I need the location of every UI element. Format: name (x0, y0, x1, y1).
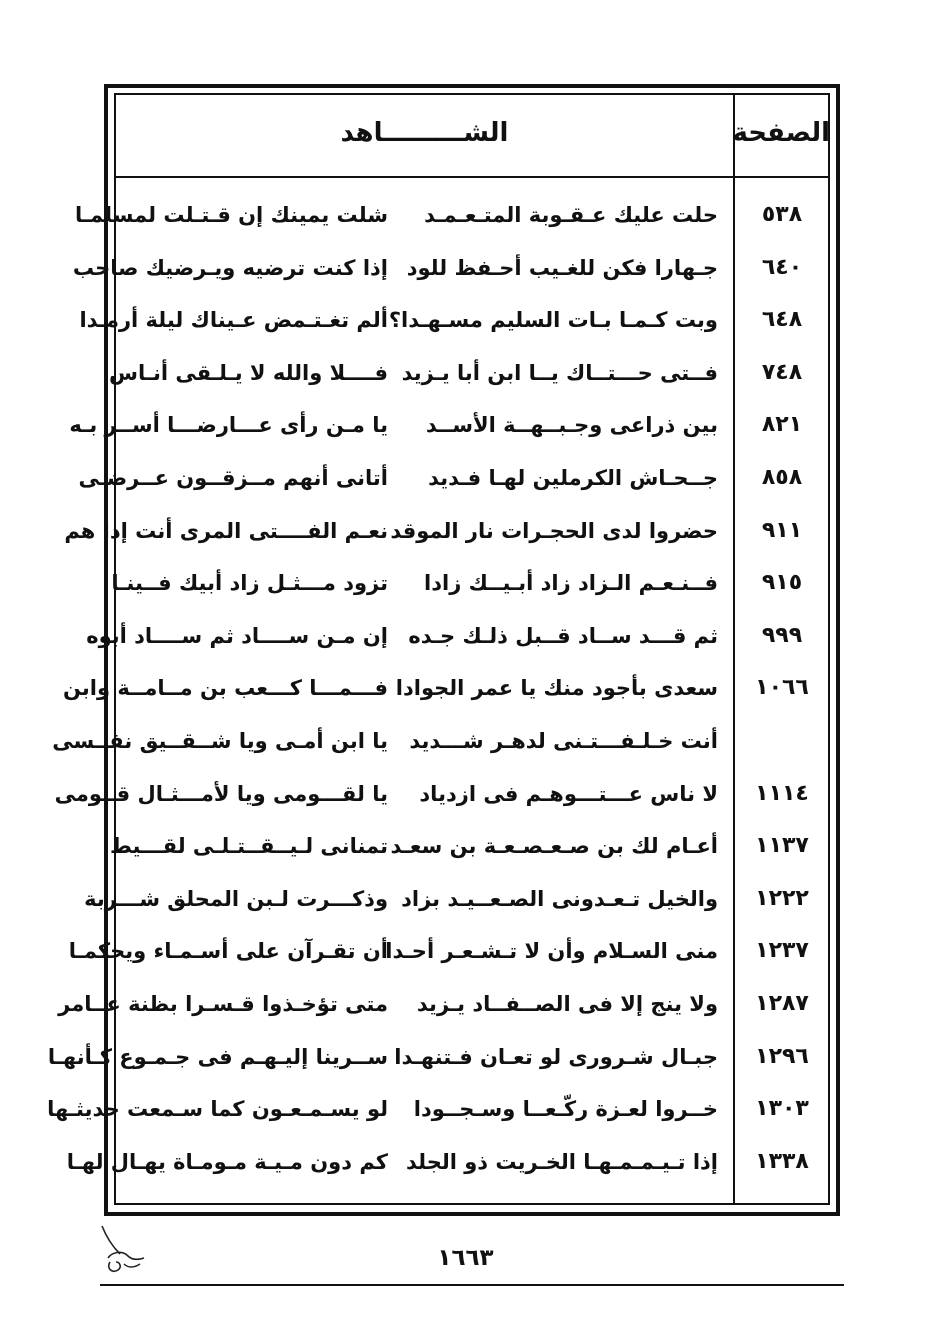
page-ref-cell (736, 715, 828, 767)
table-row (108, 347, 828, 399)
hemistich-first-cell: تمنانى لـيــقــتـلـى لقـــيط (110, 834, 388, 858)
hemistich-first-cell: كم دون مـيـة مـومـاة يهـال لهـا (66, 1150, 388, 1174)
hemistich-first-cell: نعـم الفــــتى المرى أنت إذا هم (64, 519, 388, 543)
table-row (54, 768, 828, 820)
footer-rule (100, 1284, 844, 1286)
hemistich-second-cell: جــحـاش الكرملين لهـا فـديد (428, 466, 718, 490)
hemistich-first-cell: إذا كنت ترضيه ويـرضيك صاحب (72, 256, 388, 280)
hemistich-first-cell: ألم تغـتـمض عـيناك ليلة أرمـدا (79, 308, 388, 332)
table-row (68, 925, 828, 977)
hemistich-first-cell: يا مـن رأى عـــارضـــا أســر بـه (69, 413, 388, 437)
page-number: ١٦٦٣ (437, 1245, 494, 1271)
page-ref-cell: ١٢٢٢ (755, 886, 809, 911)
page-ref-cell: ١١٣٧ (755, 833, 809, 858)
table-row (52, 715, 828, 767)
page-ref-cell: ٨٢١ (761, 412, 803, 437)
page-ref-cell: ٩١١ (761, 518, 803, 543)
hemistich-first-cell: إن مـن ســــاد ثم ســــاد أبوه (86, 624, 388, 648)
hemistich-first-cell: أتانى أنهم مــزقــون عــرضـى (78, 466, 388, 490)
table-row (58, 978, 828, 1030)
table-row (47, 1083, 828, 1135)
hemistich-second-cell: ولا ينج إلا فى الصــفــاد يـزيد (416, 992, 718, 1016)
table-row (62, 662, 828, 714)
hemistich-first-cell: فـــمـــا كـــعب بن مــامــة وابن (62, 676, 388, 700)
hemistich-second-cell: إذا تـيـمـمـهـا الخـريت ذو الجلد (406, 1150, 718, 1174)
page-column-header: الصفحة (732, 118, 830, 148)
hemistich-second-cell: والخيل تـعـدونى الصـعــيـد بزاد (401, 887, 718, 911)
page-ref-cell: ١٢٨٧ (755, 991, 809, 1016)
hemistich-first-cell: ســرينا إليـهـم فى جـمـوع كـأنهـا (47, 1045, 388, 1069)
page-ref-cell: ٦٤٨ (761, 307, 803, 332)
hemistich-first-cell: أن تقـرآن على أسـمـاء ويحكمـا (68, 939, 388, 963)
table-row (64, 505, 828, 557)
hemistich-second-cell: بين ذراعى وجـبــهــة الأســد (425, 413, 718, 437)
hemistich-second-cell: منى السـلام وأن لا تـشـعـر أحـدا (385, 939, 718, 963)
hemistich-second-cell: فــنـعـم الـزاد زاد أبـيــك زادا (424, 571, 718, 595)
hemistich-second-cell: أعـام لك بن صـعـصـعـة بن سعـد (390, 834, 718, 858)
hemistich-second-cell: حضروا لدى الحجـرات نار الموقد (390, 519, 718, 543)
hemistich-first-cell: متى تؤخـذوا قـسـرا بظنة عــامر (58, 992, 388, 1016)
table-row (84, 873, 828, 925)
table-row (74, 189, 828, 241)
hemistich-second-cell: فــتى حـــتــاك يــا ابن أبا يـزيد (401, 361, 718, 385)
table-row (66, 1136, 828, 1188)
page-ref-cell: ١٢٣٧ (755, 938, 809, 963)
hemistich-second-cell: خــروا لعـزة ركّـعــا وسـجــودا (413, 1097, 718, 1121)
page-ref-cell: ٨٥٨ (761, 465, 803, 490)
hemistich-first-cell: وذكـــرت لـبن المحلق شـــربة (84, 887, 388, 911)
page-ref-cell: ٦٤٠ (761, 255, 803, 280)
table-row (110, 820, 828, 872)
hemistich-first-cell: فــــلا والله لا يـلـقى أنـاس (108, 361, 388, 385)
table-row (69, 399, 828, 451)
table-row (78, 452, 828, 504)
page-ref-cell: ٩٩٩ (761, 623, 803, 648)
page-ref-cell: ٩١٥ (761, 570, 803, 595)
page-ref-cell: ١٣٠٣ (755, 1096, 809, 1121)
table-row (111, 557, 828, 609)
hemistich-second-cell: جبـال شـرورى لو تعـان فـتنهـدا (394, 1045, 718, 1069)
table-row (79, 294, 828, 346)
hemistich-second-cell: أنت خـلـفـــتـنى لدهـر شـــديد (409, 729, 718, 753)
hemistich-second-cell: حلت عليك عـقـوبة المتـعـمـد (424, 203, 718, 227)
hemistich-second-cell: جـهارا فكن للغـيب أحـفظ للود (406, 256, 718, 280)
hemistich-second-cell: ثم قـــد ســاد قــبل ذلـك جـده (408, 624, 718, 648)
page-ref-cell: ١٢٩٦ (755, 1044, 809, 1069)
table-row (72, 242, 828, 294)
page-ref-cell: ١٠٦٦ (755, 675, 809, 700)
table-row (86, 610, 828, 662)
hemistich-first-cell: يا ابن أمـى ويا شــقــيق نفــسى (52, 729, 388, 753)
header-divider (114, 176, 830, 178)
page-ref-cell: ٥٣٨ (761, 202, 803, 227)
page-ref-cell: ١٣٣٨ (755, 1149, 809, 1174)
hemistich-second-cell: وبت كـمـا بـات السليم مسـهـدا؟ (388, 308, 718, 332)
hemistich-first-cell: لو يسـمـعـون كما سـمعت حديثـها (47, 1097, 388, 1121)
hemistich-second-cell: سعدى بأجود منك يا عمر الجوادا (395, 676, 718, 700)
hemistich-first-cell: شلت يمينك إن قـتـلت لمسلمـا (74, 203, 388, 227)
hemistich-first-cell: تزود مـــثـل زاد أبيك فــينـا (111, 571, 388, 595)
hemistich-first-cell: يا لقـــومى ويا لأمـــثـال قــومى (54, 782, 388, 806)
page-ref-cell: ٧٤٨ (761, 360, 803, 385)
page-ref-cell: ١١١٤ (755, 781, 809, 806)
table-row (47, 1031, 828, 1083)
verse-column-header: الشـــــــــاهد (340, 118, 509, 148)
hemistich-second-cell: لا ناس عـــتـــوهـم فى ازدياد (419, 782, 718, 806)
